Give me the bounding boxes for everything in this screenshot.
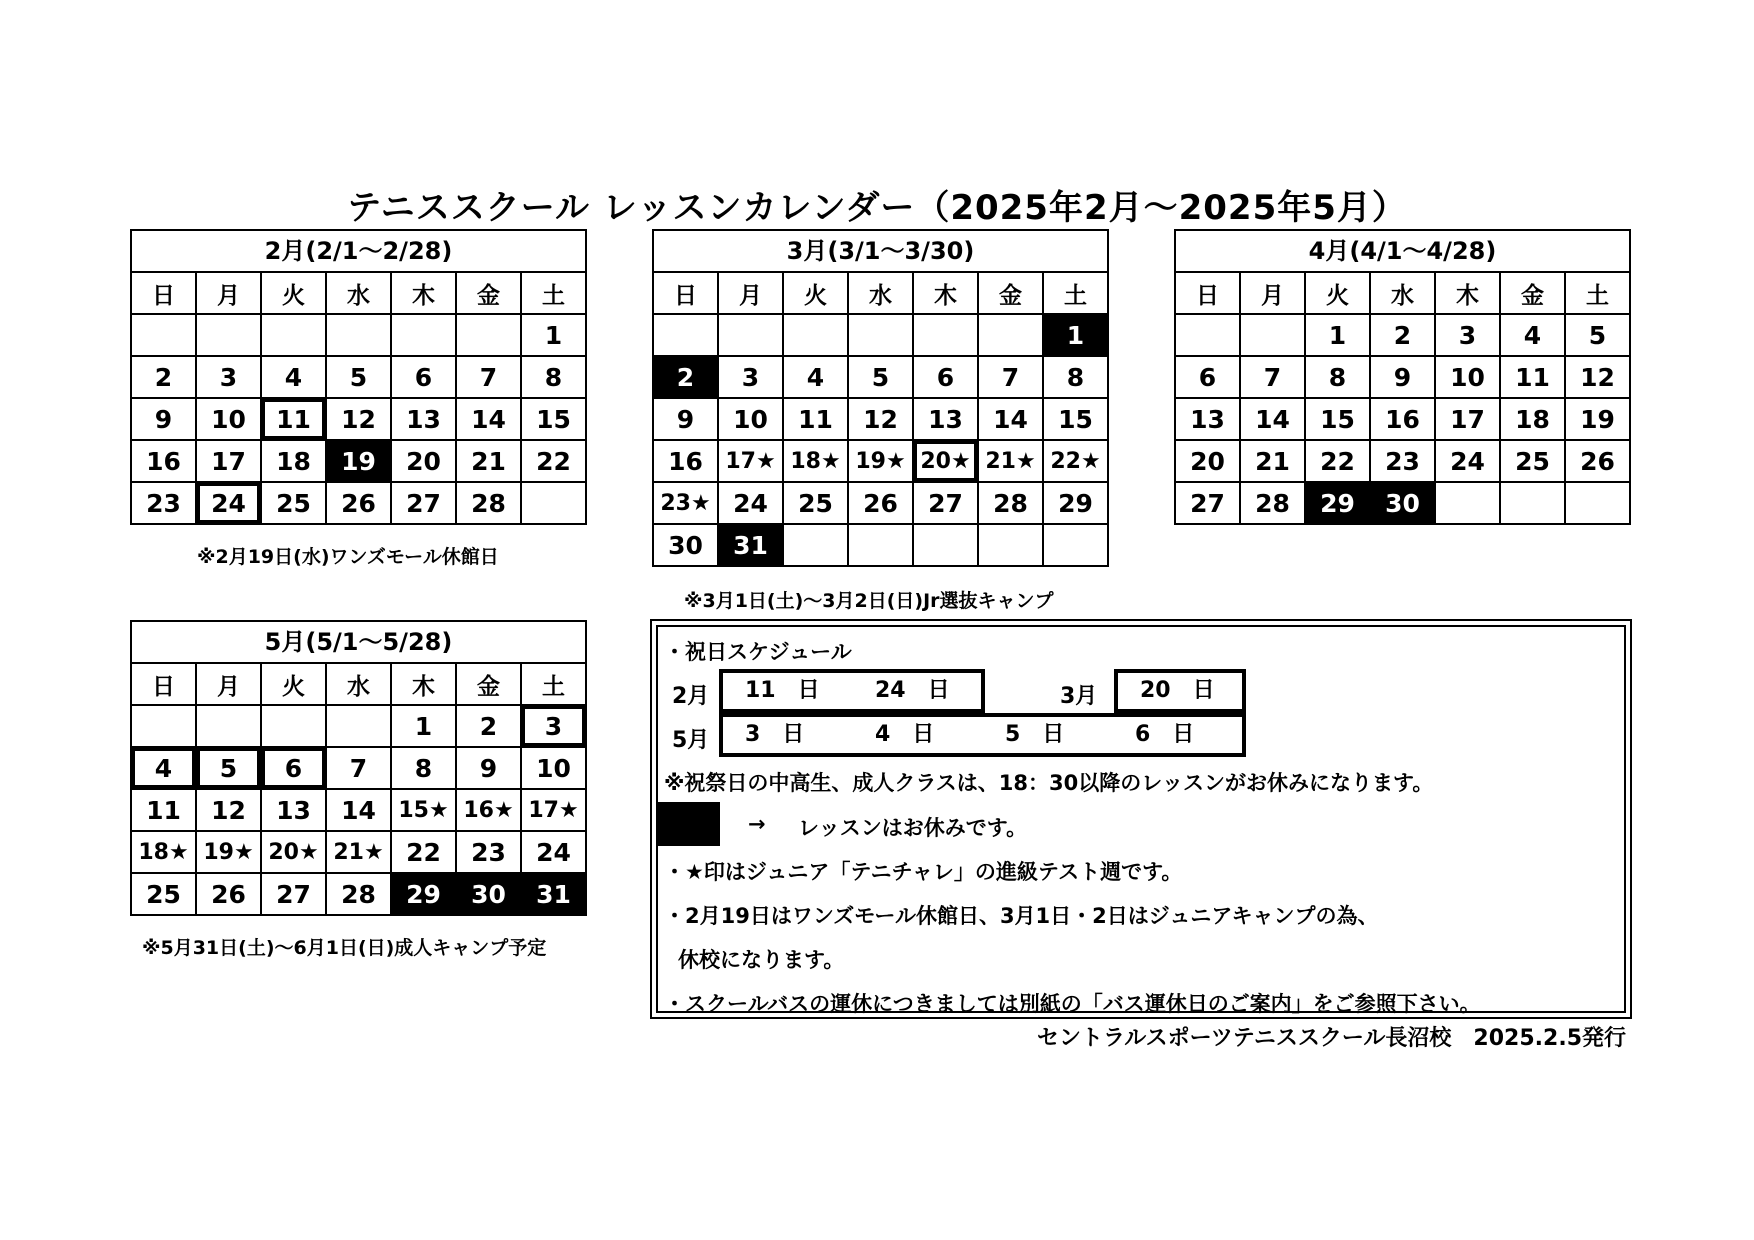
day-cell: 13 xyxy=(261,789,326,831)
empty-cell xyxy=(1435,482,1500,524)
day-cell: 20★ xyxy=(913,440,978,482)
day-cell: 21★ xyxy=(326,831,391,873)
week-row xyxy=(131,873,586,915)
day-cell: 14 xyxy=(978,398,1043,440)
empty-cell xyxy=(1565,482,1630,524)
holiday-label-feb: 2月 xyxy=(672,684,710,709)
empty-cell xyxy=(913,524,978,566)
day-cell: 17★ xyxy=(718,440,783,482)
weekday-label: 月 xyxy=(1240,272,1305,314)
page-title: テニススクール レッスンカレンダー（2025年2月～2025年5月） xyxy=(347,188,1407,228)
day-cell: 24 xyxy=(521,831,586,873)
weekday-label: 木 xyxy=(913,272,978,314)
day-cell: 21 xyxy=(1240,440,1305,482)
day-cell: 14 xyxy=(1240,398,1305,440)
calendar-grid xyxy=(652,271,1109,567)
empty-cell xyxy=(913,314,978,356)
day-cell: 15★ xyxy=(391,789,456,831)
week-row xyxy=(653,440,1108,482)
day-cell: 17★ xyxy=(521,789,586,831)
day-cell: 4 xyxy=(1500,314,1565,356)
day-cell: 10 xyxy=(521,747,586,789)
week-row xyxy=(653,482,1108,524)
holiday-box-feb xyxy=(719,669,985,713)
day-cell: 8 xyxy=(1043,356,1108,398)
calendar-header: 4月(4/1～4/28) xyxy=(1174,229,1631,271)
day-cell: 23 xyxy=(1370,440,1435,482)
day-cell: 22 xyxy=(521,440,586,482)
bus-note: ・スクールバスの運休につきましては別紙の「バス運休日のご案内」をご参照下さい。 xyxy=(664,992,1481,1016)
empty-cell xyxy=(1043,524,1108,566)
weekday-row xyxy=(131,663,586,705)
day-cell: 19 xyxy=(326,440,391,482)
day-cell: 9 xyxy=(131,398,196,440)
week-row xyxy=(131,831,586,873)
day-cell: 5 xyxy=(326,356,391,398)
day-cell: 27 xyxy=(391,482,456,524)
week-row xyxy=(653,524,1108,566)
day-cell: 3 xyxy=(196,356,261,398)
day-cell: 10 xyxy=(718,398,783,440)
week-row xyxy=(131,482,586,524)
empty-cell xyxy=(521,482,586,524)
empty-cell xyxy=(978,314,1043,356)
day-cell: 9 xyxy=(1370,356,1435,398)
day-cell: 29 xyxy=(391,873,456,915)
week-row xyxy=(131,398,586,440)
day-cell: 7 xyxy=(1240,356,1305,398)
day-cell: 18★ xyxy=(131,831,196,873)
day-cell: 19 xyxy=(1565,398,1630,440)
calendar-header: 3月(3/1～3/30) xyxy=(652,229,1109,271)
weekday-label: 金 xyxy=(978,272,1043,314)
empty-cell xyxy=(1500,482,1565,524)
day-cell: 30 xyxy=(653,524,718,566)
week-row xyxy=(653,314,1108,356)
week-row xyxy=(653,398,1108,440)
calendar-note-feb: ※2月19日(水)ワンズモール休館日 xyxy=(197,546,499,568)
day-cell: 8 xyxy=(391,747,456,789)
closure-note-1: ・2月19日はワンズモール休館日、3月1日・2日はジュニアキャンプの為、 xyxy=(664,904,1379,928)
day-cell: 29 xyxy=(1305,482,1370,524)
weekday-label: 金 xyxy=(1500,272,1565,314)
weekday-label: 火 xyxy=(261,663,326,705)
day-cell: 11 xyxy=(131,789,196,831)
day-cell: 30 xyxy=(456,873,521,915)
empty-cell xyxy=(131,314,196,356)
day-cell: 12 xyxy=(848,398,913,440)
day-cell: 26 xyxy=(326,482,391,524)
empty-cell xyxy=(718,314,783,356)
calendar-mar xyxy=(652,229,1109,567)
day-cell: 28 xyxy=(1240,482,1305,524)
day-cell: 31 xyxy=(718,524,783,566)
day-cell: 1 xyxy=(1305,314,1370,356)
day-cell: 8 xyxy=(1305,356,1370,398)
day-cell: 25 xyxy=(1500,440,1565,482)
day-cell: 18★ xyxy=(783,440,848,482)
weekday-label: 土 xyxy=(1043,272,1108,314)
holiday-label-may: 5月 xyxy=(672,728,710,753)
weekday-label: 火 xyxy=(1305,272,1370,314)
calendar-note-may: ※5月31日(土)～6月1日(日)成人キャンプ予定 xyxy=(142,937,547,959)
day-cell: 16 xyxy=(131,440,196,482)
holiday-day: 4 日 xyxy=(875,722,935,747)
day-cell: 23 xyxy=(456,831,521,873)
empty-cell xyxy=(261,314,326,356)
day-cell: 18 xyxy=(261,440,326,482)
day-cell: 6 xyxy=(261,747,326,789)
day-cell: 7 xyxy=(456,356,521,398)
weekday-row xyxy=(1175,272,1630,314)
day-cell: 24 xyxy=(1435,440,1500,482)
day-cell: 25 xyxy=(783,482,848,524)
week-row xyxy=(1175,356,1630,398)
closed-legend-swatch xyxy=(658,802,720,846)
weekday-label: 日 xyxy=(131,272,196,314)
day-cell: 31 xyxy=(521,873,586,915)
weekday-row xyxy=(131,272,586,314)
week-row xyxy=(131,747,586,789)
empty-cell xyxy=(848,524,913,566)
day-cell: 9 xyxy=(653,398,718,440)
day-cell: 21 xyxy=(456,440,521,482)
day-cell: 2 xyxy=(1370,314,1435,356)
day-cell: 4 xyxy=(261,356,326,398)
day-cell: 14 xyxy=(456,398,521,440)
day-cell: 12 xyxy=(196,789,261,831)
day-cell: 21★ xyxy=(978,440,1043,482)
day-cell: 17 xyxy=(1435,398,1500,440)
day-cell: 3 xyxy=(718,356,783,398)
week-row xyxy=(131,440,586,482)
weekday-label: 日 xyxy=(131,663,196,705)
legend-text: レッスンはお休みです。 xyxy=(798,816,1028,840)
holiday-day: 20 日 xyxy=(1140,678,1215,703)
day-cell: 23 xyxy=(131,482,196,524)
calendar-grid xyxy=(1174,271,1631,525)
day-cell: 16★ xyxy=(456,789,521,831)
day-cell: 15 xyxy=(1043,398,1108,440)
day-cell: 13 xyxy=(391,398,456,440)
footer-issuer: セントラルスポーツテニススクール長沼校 2025.2.5発行 xyxy=(1036,1026,1626,1051)
day-cell: 10 xyxy=(1435,356,1500,398)
empty-cell xyxy=(131,705,196,747)
day-cell: 1 xyxy=(1043,314,1108,356)
weekday-label: 火 xyxy=(783,272,848,314)
day-cell: 20 xyxy=(391,440,456,482)
day-cell: 16 xyxy=(1370,398,1435,440)
calendar-apr xyxy=(1174,229,1631,525)
weekday-label: 日 xyxy=(1175,272,1240,314)
weekday-label: 水 xyxy=(326,663,391,705)
weekday-label: 土 xyxy=(521,663,586,705)
empty-cell xyxy=(1240,314,1305,356)
weekday-label: 土 xyxy=(1565,272,1630,314)
weekday-label: 火 xyxy=(261,272,326,314)
day-cell: 17 xyxy=(196,440,261,482)
day-cell: 24 xyxy=(718,482,783,524)
weekday-label: 月 xyxy=(196,663,261,705)
day-cell: 12 xyxy=(1565,356,1630,398)
empty-cell xyxy=(196,314,261,356)
day-cell: 12 xyxy=(326,398,391,440)
week-row xyxy=(1175,398,1630,440)
day-cell: 22★ xyxy=(1043,440,1108,482)
day-cell: 22 xyxy=(391,831,456,873)
weekday-label: 金 xyxy=(456,272,521,314)
day-cell: 5 xyxy=(1565,314,1630,356)
weekday-label: 月 xyxy=(196,272,261,314)
empty-cell xyxy=(653,314,718,356)
day-cell: 6 xyxy=(391,356,456,398)
day-cell: 25 xyxy=(131,873,196,915)
day-cell: 3 xyxy=(1435,314,1500,356)
day-cell: 28 xyxy=(978,482,1043,524)
day-cell: 3 xyxy=(521,705,586,747)
day-cell: 30 xyxy=(1370,482,1435,524)
day-cell: 9 xyxy=(456,747,521,789)
week-row xyxy=(131,356,586,398)
day-cell: 8 xyxy=(521,356,586,398)
closure-note-2: 休校になります。 xyxy=(678,948,845,972)
weekday-row xyxy=(653,272,1108,314)
day-cell: 13 xyxy=(1175,398,1240,440)
weekday-label: 木 xyxy=(1435,272,1500,314)
star-note: ・★印はジュニア「テニチャレ」の進級テスト週です。 xyxy=(664,860,1183,884)
day-cell: 16 xyxy=(653,440,718,482)
holiday-note: ※祝祭日の中高生、成人クラスは、18：30以降のレッスンがお休みになります。 xyxy=(664,771,1434,795)
empty-cell xyxy=(783,314,848,356)
calendar-grid xyxy=(130,662,587,916)
holiday-box-mar xyxy=(1114,669,1246,713)
day-cell: 11 xyxy=(1500,356,1565,398)
day-cell: 7 xyxy=(326,747,391,789)
empty-cell xyxy=(978,524,1043,566)
empty-cell xyxy=(456,314,521,356)
week-row xyxy=(1175,314,1630,356)
day-cell: 11 xyxy=(261,398,326,440)
holiday-label-mar: 3月 xyxy=(1060,684,1098,709)
day-cell: 20 xyxy=(1175,440,1240,482)
day-cell: 24 xyxy=(196,482,261,524)
day-cell: 5 xyxy=(848,356,913,398)
weekday-label: 土 xyxy=(521,272,586,314)
week-row xyxy=(1175,440,1630,482)
day-cell: 15 xyxy=(1305,398,1370,440)
weekday-label: 木 xyxy=(391,663,456,705)
day-cell: 20★ xyxy=(261,831,326,873)
holiday-day: 5 日 xyxy=(1005,722,1065,747)
day-cell: 27 xyxy=(1175,482,1240,524)
weekday-label: 月 xyxy=(718,272,783,314)
holiday-day: 24 日 xyxy=(875,678,950,703)
day-cell: 26 xyxy=(1565,440,1630,482)
week-row xyxy=(653,356,1108,398)
day-cell: 27 xyxy=(913,482,978,524)
calendar-header: 2月(2/1～2/28) xyxy=(130,229,587,271)
day-cell: 7 xyxy=(978,356,1043,398)
weekday-label: 水 xyxy=(1370,272,1435,314)
day-cell: 22 xyxy=(1305,440,1370,482)
weekday-label: 金 xyxy=(456,663,521,705)
day-cell: 25 xyxy=(261,482,326,524)
day-cell: 10 xyxy=(196,398,261,440)
day-cell: 5 xyxy=(196,747,261,789)
day-cell: 2 xyxy=(131,356,196,398)
weekday-label: 水 xyxy=(326,272,391,314)
day-cell: 1 xyxy=(521,314,586,356)
empty-cell xyxy=(391,314,456,356)
day-cell: 15 xyxy=(521,398,586,440)
day-cell: 4 xyxy=(783,356,848,398)
day-cell: 29 xyxy=(1043,482,1108,524)
holiday-day: 3 日 xyxy=(745,722,805,747)
calendar-header: 5月(5/1～5/28) xyxy=(130,620,587,662)
weekday-label: 水 xyxy=(848,272,913,314)
day-cell: 19★ xyxy=(848,440,913,482)
day-cell: 26 xyxy=(196,873,261,915)
day-cell: 6 xyxy=(1175,356,1240,398)
calendar-feb xyxy=(130,229,587,525)
day-cell: 2 xyxy=(653,356,718,398)
holiday-day: 11 日 xyxy=(745,678,820,703)
empty-cell xyxy=(196,705,261,747)
day-cell: 4 xyxy=(131,747,196,789)
day-cell: 23★ xyxy=(653,482,718,524)
legend-arrow: → xyxy=(748,812,766,836)
holiday-schedule-title: ・祝日スケジュール xyxy=(664,640,852,664)
calendar-grid xyxy=(130,271,587,525)
week-row xyxy=(131,314,586,356)
day-cell: 1 xyxy=(391,705,456,747)
calendar-note-mar: ※3月1日(土)～3月2日(日)Jr選抜キャンプ xyxy=(684,590,1054,612)
day-cell: 13 xyxy=(913,398,978,440)
calendar-may xyxy=(130,620,587,916)
day-cell: 26 xyxy=(848,482,913,524)
empty-cell xyxy=(326,314,391,356)
empty-cell xyxy=(261,705,326,747)
day-cell: 14 xyxy=(326,789,391,831)
day-cell: 6 xyxy=(913,356,978,398)
day-cell: 18 xyxy=(1500,398,1565,440)
day-cell: 27 xyxy=(261,873,326,915)
empty-cell xyxy=(783,524,848,566)
empty-cell xyxy=(848,314,913,356)
day-cell: 19★ xyxy=(196,831,261,873)
week-row xyxy=(131,705,586,747)
weekday-label: 木 xyxy=(391,272,456,314)
week-row xyxy=(131,789,586,831)
holiday-box-may xyxy=(719,713,1246,757)
empty-cell xyxy=(1175,314,1240,356)
empty-cell xyxy=(326,705,391,747)
week-row xyxy=(1175,482,1630,524)
day-cell: 28 xyxy=(456,482,521,524)
day-cell: 28 xyxy=(326,873,391,915)
info-panel xyxy=(650,619,1632,1019)
holiday-day: 6 日 xyxy=(1135,722,1195,747)
weekday-label: 日 xyxy=(653,272,718,314)
day-cell: 2 xyxy=(456,705,521,747)
day-cell: 11 xyxy=(783,398,848,440)
